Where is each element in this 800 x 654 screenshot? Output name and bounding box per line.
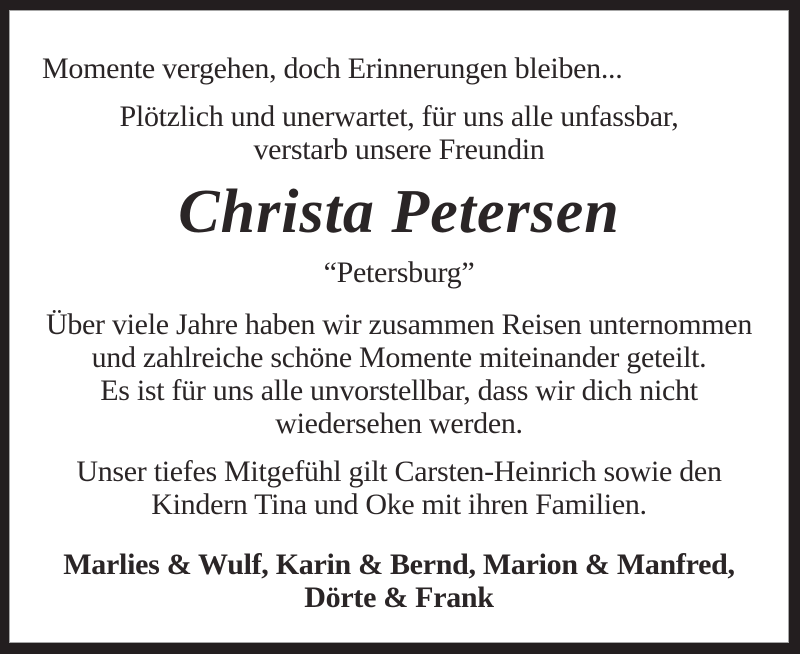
deceased-name: Christa Petersen bbox=[178, 178, 620, 246]
condolence-line-2: Kindern Tina und Oke mit ihren Familien. bbox=[151, 488, 647, 521]
mourners-block bbox=[9, 548, 789, 614]
farewell-line-2: und zahlreiche schöne Momente miteinander geteilt. bbox=[91, 341, 707, 374]
farewell-block bbox=[9, 308, 789, 440]
farewell-line-4: wiedersehen werden. bbox=[275, 407, 523, 440]
deceased-nickname: “Petersburg” bbox=[323, 256, 475, 289]
condolence-line-1: Unser tiefes Mitgefühl gilt Carsten-Heinrich sowie den bbox=[76, 455, 722, 488]
condolence-block bbox=[9, 455, 789, 521]
farewell-line-3: Es ist für uns alle unvorstellbar, dass wir dich nicht bbox=[100, 374, 698, 407]
obituary-card bbox=[9, 10, 789, 643]
mourners-line-1: Marlies & Wulf, Karin & Bernd, Marion & Manfred, bbox=[63, 548, 735, 581]
intro-line-2: verstarb unsere Freundin bbox=[253, 133, 545, 166]
opening-line: Momente vergehen, doch Erinnerungen bleiben... bbox=[42, 52, 623, 85]
intro-block bbox=[9, 100, 789, 166]
farewell-line-1: Über viele Jahre haben wir zusammen Reisen unternommen bbox=[45, 308, 753, 341]
intro-line-1: Plötzlich und unerwartet, für uns alle unfassbar, bbox=[119, 100, 679, 133]
mourners-line-2: Dörte & Frank bbox=[304, 581, 494, 614]
